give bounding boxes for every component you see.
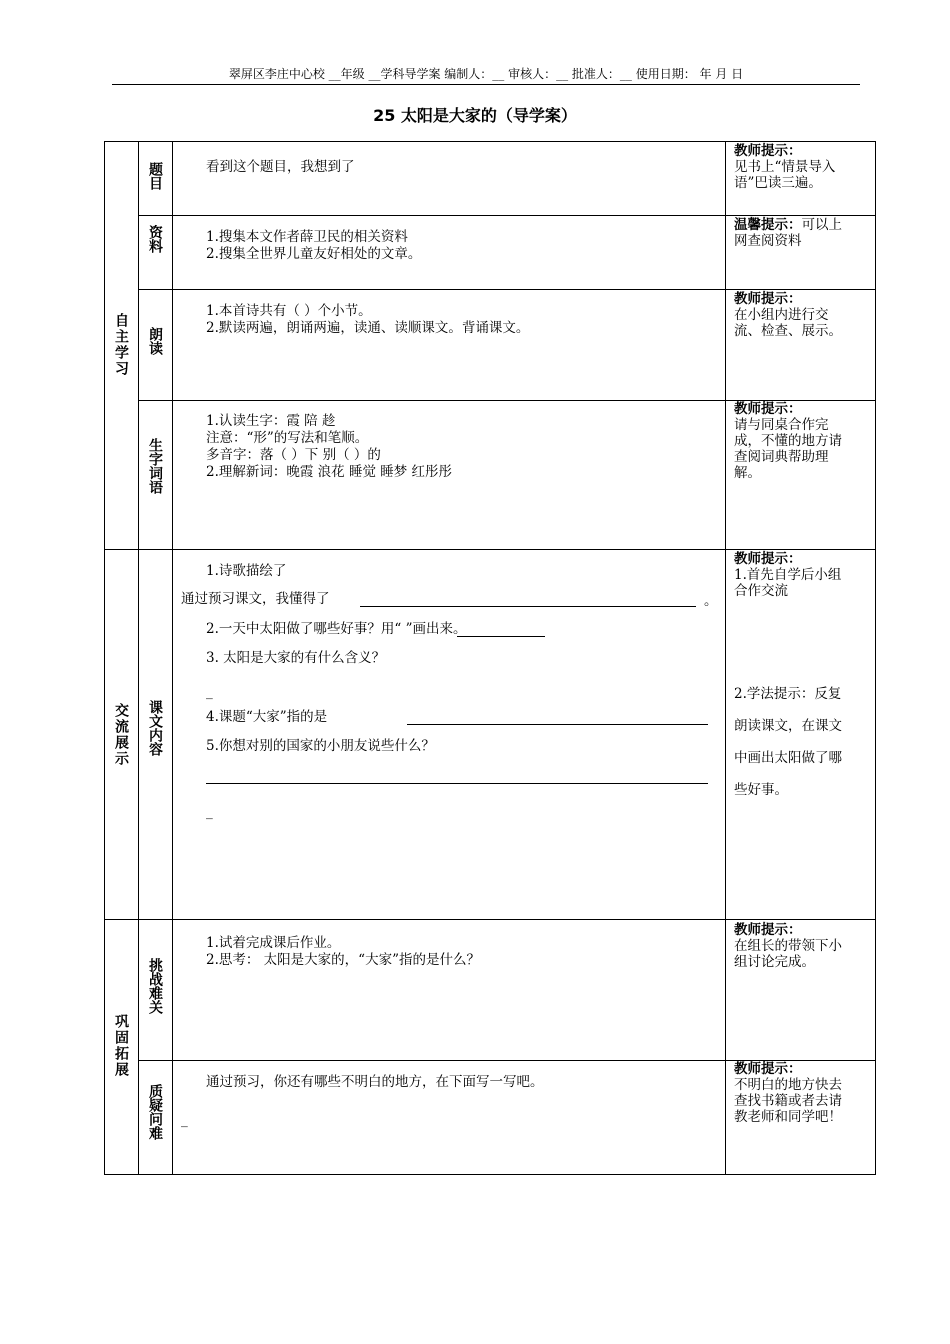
section-label-exchange: 交流展示 <box>113 703 129 767</box>
blank-mark: _ <box>181 1112 188 1128</box>
teacher-hint-questions: 教师提示： 不明白的地方快去 查找书籍或者去请 教老师和同学吧！ <box>734 1061 842 1125</box>
sub-label-text-content: 课文内容 <box>147 700 163 756</box>
study-method-hint: 2.学法提示：反复 朗读课文，在课文 中画出太阳做了哪 些好事。 <box>734 686 842 798</box>
teacher-hint-vocabulary: 教师提示： 请与同桌合作完 成，不懂的地方请 查阅词典帮助理 解。 <box>734 401 842 481</box>
section-label-consolidate: 巩固拓展 <box>113 1014 129 1078</box>
col-divider-2 <box>172 142 173 1175</box>
materials-content: 1.搜集本文作者薛卫民的相关资料 2.搜集全世界儿童友好相处的文章。 <box>206 229 422 262</box>
row-divider <box>105 919 876 920</box>
section-label-self-study: 自主学习 <box>113 313 129 377</box>
text-question-5: 5.你想对别的国家的小朋友说些什么？ <box>206 738 435 754</box>
teacher-hint-reading: 教师提示： 在小组内进行交 流、检查、展示。 <box>734 291 842 339</box>
row-divider <box>138 215 876 216</box>
row-divider <box>138 289 876 290</box>
warm-hint-materials: 温馨提示：可以上 网查阅资料 <box>734 217 842 249</box>
answer-line <box>206 783 708 784</box>
col-divider-1 <box>138 142 139 1175</box>
reading-content: 1.本首诗共有（ ）个小节。 2.默读两遍，朗诵两遍，读通、读顺课文。背诵课文。 <box>206 303 530 336</box>
questions-content: 通过预习，你还有哪些不明白的地方，在下面写一写吧。 <box>206 1074 544 1090</box>
topic-content: 看到这个题目，我想到了 <box>206 159 355 175</box>
teacher-hint-challenge: 教师提示： 在组长的带领下小 组讨论完成。 <box>734 922 842 970</box>
sub-label-questions: 质疑问难 <box>147 1084 163 1140</box>
sub-label-materials: 资料 <box>147 225 163 253</box>
vocabulary-content: 1.认读生字：霞 陪 趁 注意：“形”的写法和笔顺。 多音字：落（ ）下 别（ ）的 2.理解新词：晚霞 浪花 睡觉 睡梦 红彤彤 <box>206 413 453 480</box>
answer-line <box>457 624 545 637</box>
sub-label-vocabulary: 生字词语 <box>147 438 163 494</box>
teacher-hint-text-content: 教师提示： 1.首先自学后小组 合作交流 <box>734 551 842 599</box>
sub-label-reading: 朗读 <box>147 327 163 355</box>
challenge-content: 1.试着完成课后作业。 2.思考： 太阳是大家的，“大家”指的是什么？ <box>206 935 480 968</box>
period-mark: 。 <box>704 593 718 609</box>
blank-mark: _ <box>206 804 213 820</box>
teacher-hint-topic: 教师提示： 见书上“情景导入 语”巴读三遍。 <box>734 143 836 191</box>
text-question-1: 1.诗歌描绘了 <box>206 563 287 579</box>
document-header: 翠屏区李庄中心校 __年级 __学科导学案 编制人：__ 审核人：__ 批准人：__ 使用日期： 年 月 日 <box>112 66 860 85</box>
text-question-3: 3. 太阳是大家的有什么含义？ <box>206 650 386 666</box>
blank-mark: _ <box>206 684 213 700</box>
text-question-2: 2.一天中太阳做了哪些好事？用“ ”画出来。 <box>206 621 467 637</box>
answer-line <box>360 594 696 607</box>
text-question-4: 4.课题“大家”指的是 <box>206 709 328 725</box>
text-question-1b: 通过预习课文，我懂得了 <box>181 591 330 607</box>
page-title: 25 太阳是大家的（导学案） <box>373 106 577 125</box>
col-divider-3 <box>725 142 726 1175</box>
row-divider <box>105 549 876 550</box>
sub-label-challenge: 挑战难关 <box>147 958 163 1014</box>
answer-line <box>407 712 708 725</box>
sub-label-topic: 题目 <box>147 162 163 190</box>
